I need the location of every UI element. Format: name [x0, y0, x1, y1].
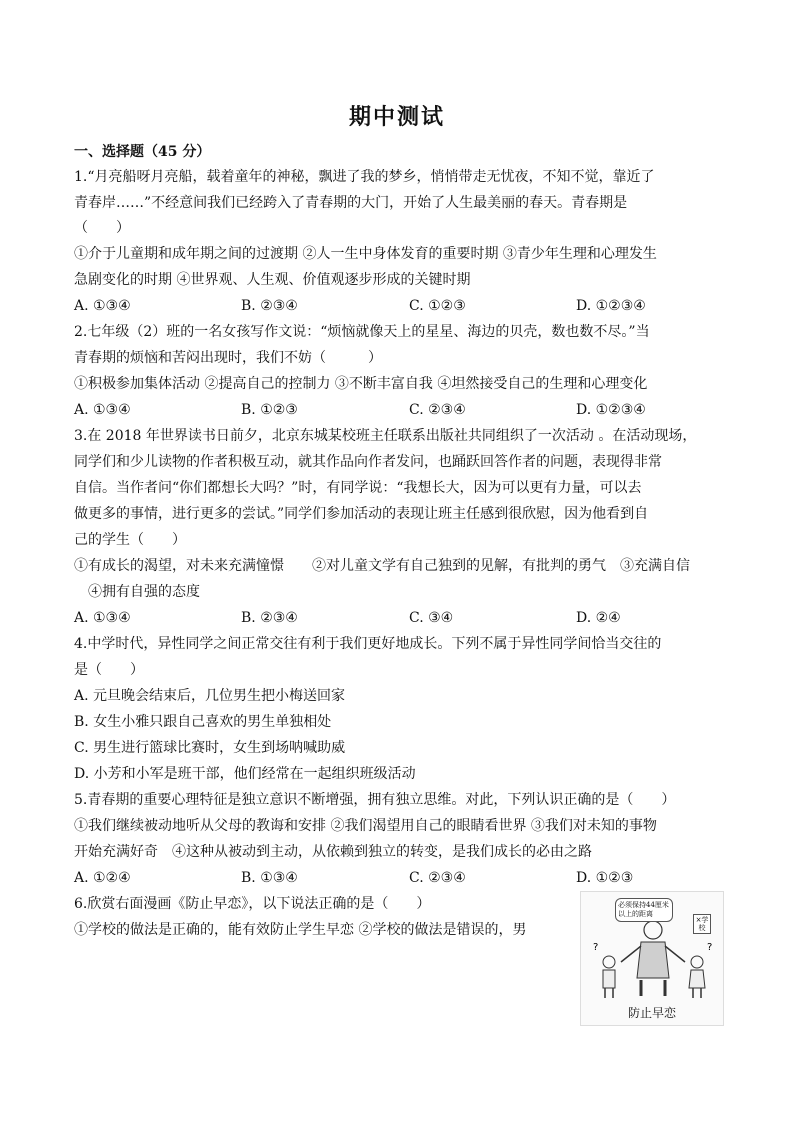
- option-d: D. ①②③④: [576, 298, 646, 314]
- q6-line: ①学校的做法是正确的，能有效防止学生早恋 ②学校的做法是错误的，男: [74, 922, 527, 938]
- option-d: D. ①②③: [576, 870, 634, 886]
- option-c: C. ②③④: [409, 402, 466, 418]
- option-a: A. ①③④: [74, 298, 131, 314]
- q5-line: 开始充满好奇 ④这种从被动到主动，从依赖到独立的转变，是我们成长的必由之路: [74, 844, 592, 860]
- option-b: B. ①②③: [241, 402, 298, 418]
- option-a: A. ①②④: [74, 870, 131, 886]
- page-title: 期中测试: [348, 104, 445, 130]
- option-c: C. ②③④: [409, 870, 466, 886]
- q4-line: 4.中学时代，异性同学之间正常交往有利于我们更好地成长。下列不属于异性同学间恰当交往的: [74, 636, 662, 652]
- q1-options: [74, 296, 714, 316]
- q3-options: [74, 608, 714, 628]
- q1-line: 青春岸……”不经意间我们已经跨入了青春期的大门，开始了人生最美丽的春天。青春期是: [74, 195, 628, 211]
- q3-line: 己的学生（ ）: [74, 532, 186, 548]
- q3-line: ④拥有自强的态度: [74, 584, 200, 600]
- option-b: B. ②③④: [241, 298, 298, 314]
- q4-option-a: A. 元旦晚会结束后，几位男生把小梅送回家: [74, 688, 346, 704]
- q3-line: 3.在 2018 年世界读书日前夕，北京东城某校班主任联系出版社共同组织了一次活动 。在活动现场，: [74, 428, 697, 444]
- q2-options: [74, 400, 714, 420]
- q6-line: 6.欣赏右面漫画《防止早恋》，以下说法正确的是（ ）: [74, 896, 431, 912]
- q3-line: ①有成长的渴望，对未来充满憧憬 ②对儿童文学有自己独到的见解，有批判的勇气 ③充满自信: [74, 558, 690, 574]
- q3-line: 自信。当作者问“你们都想长大吗？”时，有同学说：“我想长大，因为可以更有力量，可以去: [74, 480, 642, 496]
- cartoon-image: [580, 891, 724, 1026]
- option-c: C. ③④: [409, 610, 454, 626]
- option-b: B. ①③④: [241, 870, 298, 886]
- q2-line: ①积极参加集体活动 ②提高自己的控制力 ③不断丰富自我 ④坦然接受自己的生理和心理变化: [74, 376, 648, 392]
- option-a: A. ①③④: [74, 610, 131, 626]
- option-d: D. ①②③④: [576, 402, 646, 418]
- q4-option-d: D. 小芳和小军是班干部，他们经常在一起组织班级活动: [74, 766, 416, 782]
- q1-line: 1.“月亮船呀月亮船，载着童年的神秘，飘进了我的梦乡，悄悄带走无忧夜，不知不觉，靠近了: [74, 169, 655, 185]
- option-c: C. ①②③: [409, 298, 466, 314]
- option-d: D. ②④: [576, 610, 621, 626]
- svg-text:?: ?: [707, 942, 713, 953]
- q4-option-c: C. 男生进行篮球比赛时，女生到场呐喊助威: [74, 740, 346, 756]
- svg-text:?: ?: [593, 942, 599, 953]
- cartoon-caption: 防止早恋: [627, 1006, 676, 1020]
- q1-line: ①介于儿童期和成年期之间的过渡期 ②人一生中身体发育的重要时期 ③青少年生理和心理发生: [74, 246, 657, 262]
- option-b: B. ②③④: [241, 610, 298, 626]
- q1-line: 急剧变化的时期 ④世界观、人生观、价值观逐步形成的关键时期: [74, 272, 471, 288]
- q3-line: 做更多的事情，进行更多的尝试。”同学们参加活动的表现让班主任感到很欣慰，因为他看到自: [74, 506, 649, 522]
- section-heading: 一、选择题（45 分）: [74, 144, 211, 160]
- q4-line: 是（ ）: [74, 662, 144, 678]
- q4-option-b: B. 女生小雅只跟自己喜欢的男生单独相处: [74, 714, 332, 730]
- q5-options: [74, 868, 714, 888]
- q5-line: ①我们继续被动地听从父母的教诲和安排 ②我们渴望用自己的眼睛看世界 ③我们对未知的事物: [74, 818, 657, 834]
- q5-line: 5.青春期的重要心理特征是独立意识不断增强，拥有独立思维。对此，下列认识正确的是（ ）: [74, 792, 676, 808]
- q3-line: 同学们和少儿读物的作者积极互动，就其作品向作者发问，也踊跃回答作者的问题，表现得非常: [74, 454, 662, 470]
- q2-line: 2.七年级（2）班的一名女孩写作文说：“烦恼就像天上的星星、海边的贝壳，数也数不尽。”当: [74, 324, 650, 340]
- cartoon-speech-bubble: 必须保持44厘米以上的距离: [615, 898, 673, 922]
- q1-line: （ ）: [74, 220, 130, 236]
- q2-line: 青春期的烦恼和苦闷出现时，我们不妨（ ）: [74, 350, 382, 366]
- option-a: A. ①③④: [74, 402, 131, 418]
- cartoon-sign: ×学校: [693, 914, 711, 934]
